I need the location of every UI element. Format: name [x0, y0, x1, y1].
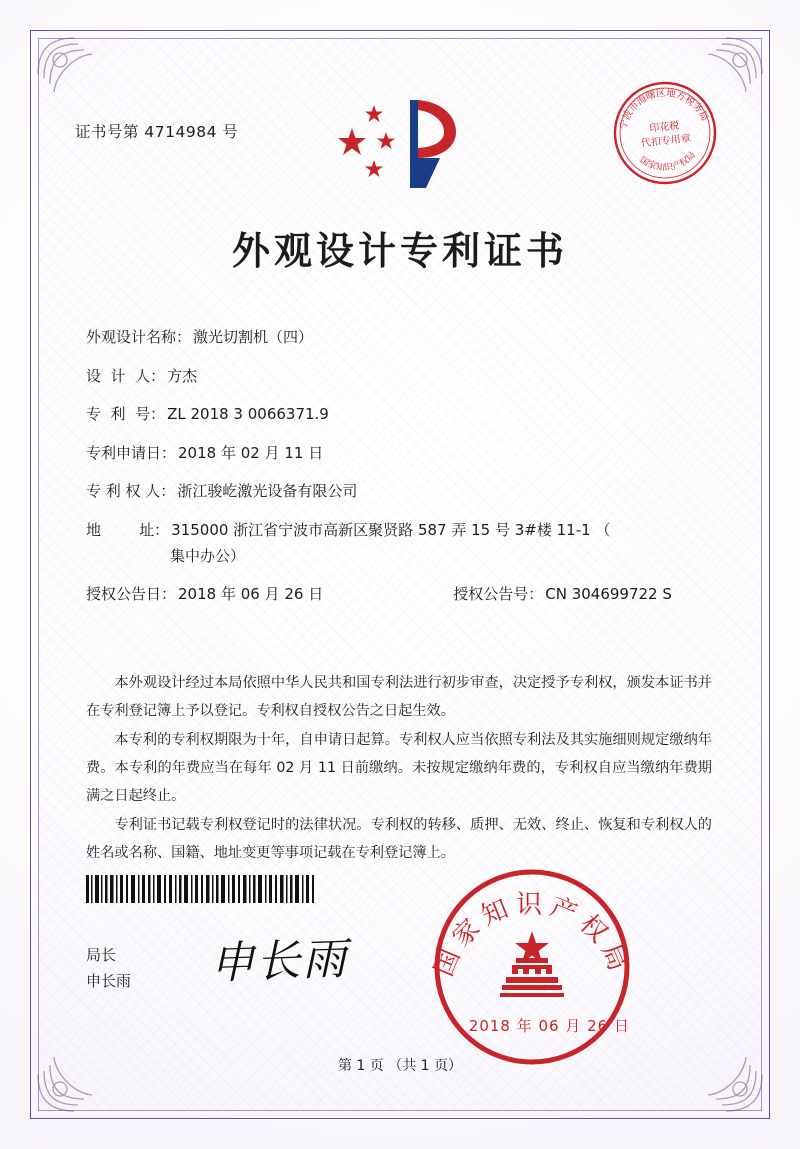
barcode [86, 875, 316, 903]
grant-date-label: 授权公告日： [86, 584, 177, 603]
cnipa-logo-icon [330, 88, 470, 198]
grant-number-label: 授权公告号： [453, 584, 544, 603]
field-grant [86, 585, 720, 603]
field-address-line2: 集中办公） [170, 546, 246, 565]
legal-paragraph: 本专利的专利权期限为十年，自申请日起算。专利权人应当依照专利法及其实施细则规定缴纳年费。本专利的年费应当在每年 02 月 11 日前缴纳。未按规定缴纳年费的，专利权自应当缴纳年费期满之日起终止。 [86, 732, 712, 804]
field-designer [86, 367, 720, 385]
certificate-number: 证书号第 4714984 号 [75, 123, 239, 141]
field-patent-number [86, 405, 720, 423]
field-label: 外观设计名称： [86, 328, 192, 346]
svg-text:宁波市海曙区地方税务局: 宁波市海曙区地方税务局 [617, 87, 711, 131]
field-value: 315000 浙江省宁波市高新区聚贤路 587 弄 15 号 3#楼 11-1 （ [171, 520, 611, 539]
field-value: 2018 年 02 月 11 日 [178, 443, 324, 462]
official-seal [430, 865, 635, 1070]
tax-stamp-seal [605, 73, 726, 194]
page-footer: 第 1 页 （共 1 页） [337, 1058, 463, 1074]
field-value: 浙江骏屹激光设备有限公司 [177, 482, 358, 500]
field-application-date [86, 444, 720, 462]
field-value: ZL 2018 3 0066371.9 [167, 405, 329, 423]
field-value: 方杰 [167, 366, 198, 385]
grant-number-value: CN 304699722 S [545, 584, 672, 603]
field-label: 专 利 号： [86, 405, 166, 423]
handwritten-signature: 申长雨 [209, 933, 350, 990]
signer-name: 申长雨 [86, 972, 132, 991]
field-design-name [86, 328, 720, 346]
field-address [86, 521, 720, 539]
field-value: 激光切割机（四） [193, 328, 314, 346]
signer-role: 局长 [86, 946, 117, 964]
legal-text [86, 670, 712, 870]
field-list [86, 328, 720, 623]
signer-block [86, 942, 131, 995]
page-title: 外观设计专利证书 [231, 229, 568, 273]
legal-paragraph: 本外观设计经过本局依照中华人民共和国专利法进行初步审查，决定授予专利权，颁发本证书并在专利登记簿上予以登记。专利权自授权公告之日起生效。 [86, 675, 712, 719]
field-label: 专利申请日： [86, 443, 177, 462]
field-label: 设 计 人： [86, 366, 166, 385]
seal-date: 2018 年 06 月 26 日 [468, 1017, 630, 1035]
legal-paragraph: 专利证书记载专利权登记时的法律状况。专利权的转移、质押、无效、终止、恢复和专利权人的姓名或名称、国籍、地址变更等事项记载在专利登记簿上。 [86, 817, 712, 862]
field-label: 专 利 权 人： [86, 482, 176, 500]
svg-text:国家知识产权局: 国家知识产权局 [637, 150, 699, 174]
svg-text:印花税: 印花税 [648, 120, 680, 135]
grant-date-value: 2018 年 06 月 26 日 [178, 584, 324, 603]
field-patentee [86, 482, 720, 500]
svg-text:代扣专用章: 代扣专用章 [640, 133, 692, 150]
field-label: 地 址： [86, 520, 170, 539]
svg-text:国家知识产权局: 国家知识产权局 [430, 890, 635, 981]
